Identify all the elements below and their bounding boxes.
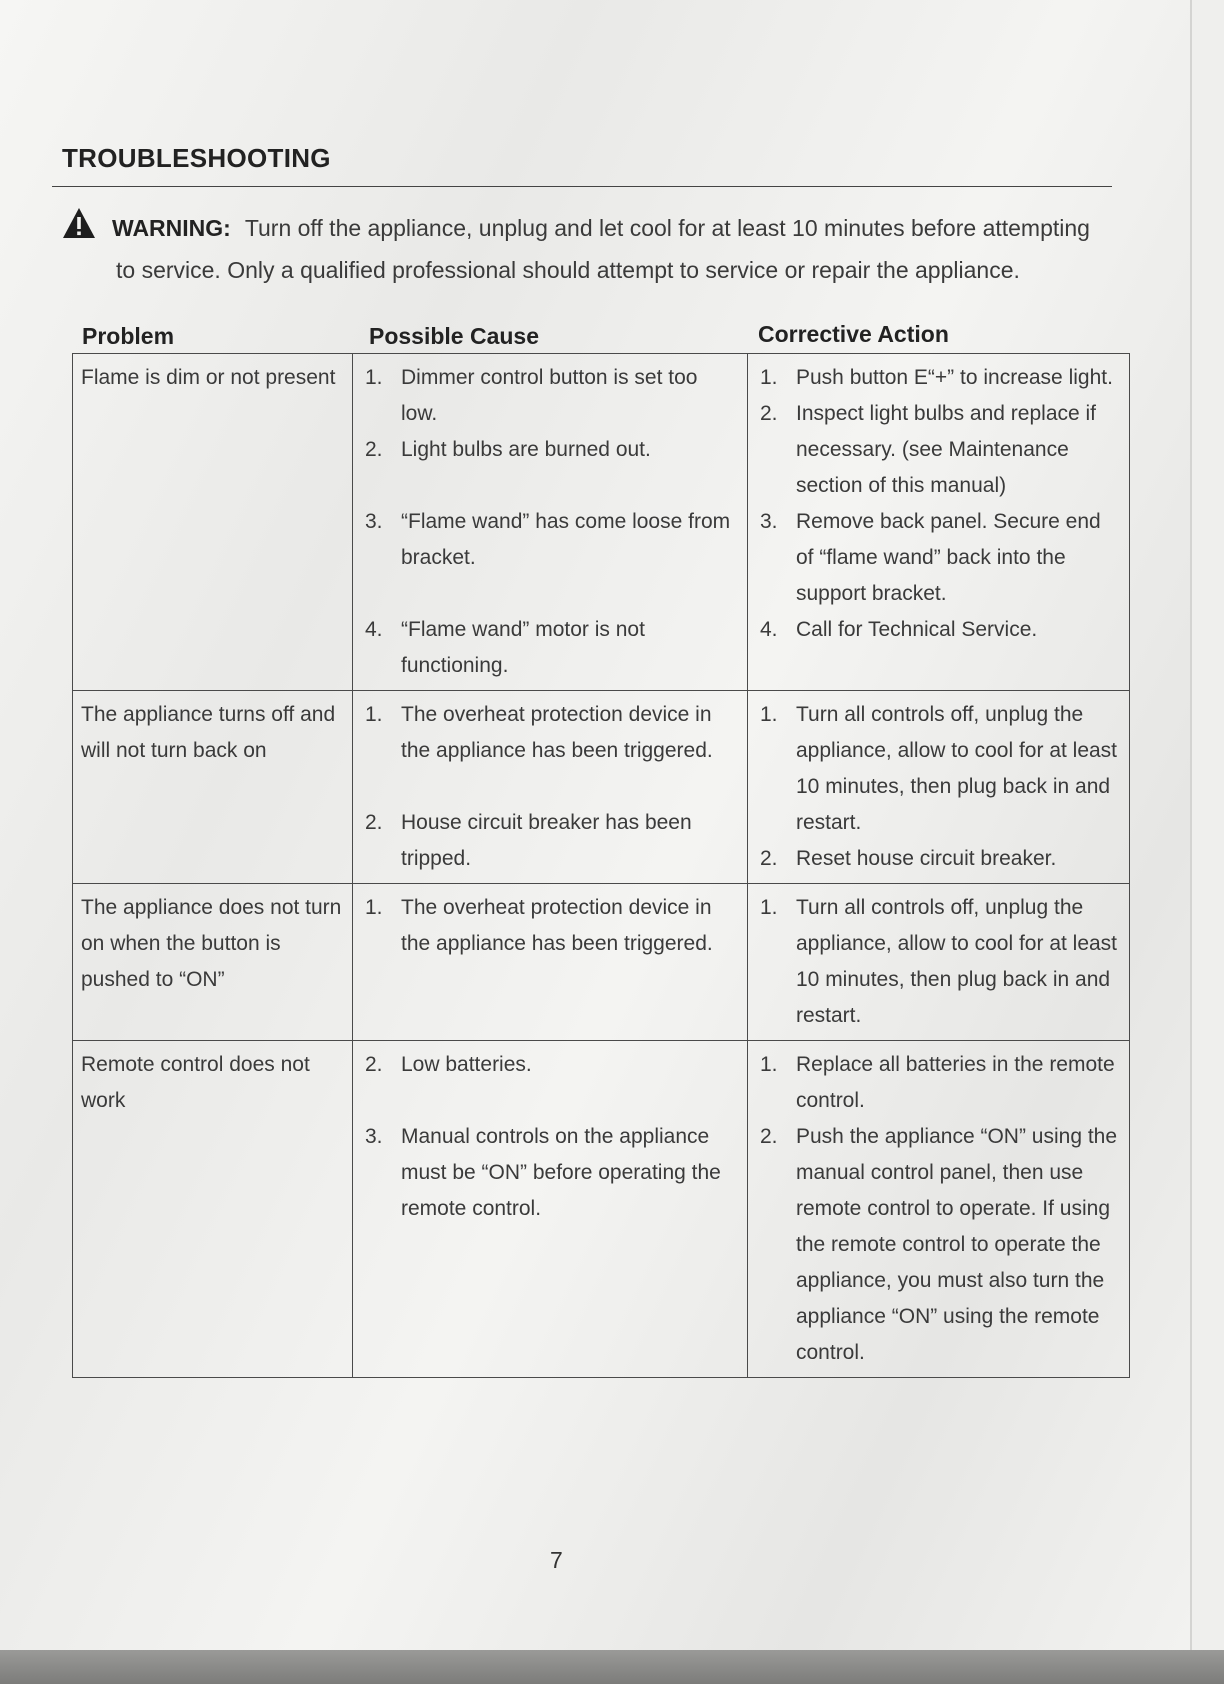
warning-triangle-icon bbox=[62, 207, 96, 239]
list-item: 2. Inspect light bulbs and replace if necessary. (see Maintenance section of this manual) bbox=[760, 402, 1097, 497]
page-number: 7 bbox=[550, 1547, 563, 1573]
list-item: 3. “Flame wand” has come loose from bracket. bbox=[365, 510, 731, 569]
list-item: 1. The overheat protection device in the appliance has been triggered. bbox=[365, 896, 713, 955]
cause-cell bbox=[353, 884, 748, 1041]
action-cell bbox=[748, 691, 1130, 884]
warning-label: WARNING: bbox=[112, 215, 231, 241]
list-item: 1. Turn all controls off, unplug the appliance, allow to cool for at least 10 minutes, then plug back in and restart. bbox=[760, 896, 1118, 1027]
warning-line-2: to service. Only a qualified professional should attempt to service or repair the appliance. bbox=[116, 257, 1020, 283]
cause-cell bbox=[353, 691, 748, 884]
list-item: 1. The overheat protection device in the appliance has been triggered. bbox=[365, 703, 713, 762]
cause-cell bbox=[353, 354, 748, 691]
problem-cell: The appliance turns off and will not turn back on bbox=[73, 691, 353, 884]
list-item: 4. Call for Technical Service. bbox=[760, 618, 1038, 641]
table-row bbox=[73, 1041, 1130, 1378]
list-item: 4. “Flame wand” motor is not functioning. bbox=[365, 618, 645, 677]
list-item: 2. Push the appliance “ON” using the manual control panel, then use remote control to operate. If using the remote control to operate the appliance, you must also turn the appliance “ON” using the remote control. bbox=[760, 1125, 1118, 1364]
list-item: 2. House circuit breaker has been tripped. bbox=[365, 811, 692, 870]
list-item: 1. Dimmer control button is set too low. bbox=[365, 366, 698, 425]
table-row bbox=[73, 884, 1130, 1041]
action-cell bbox=[748, 1041, 1130, 1378]
list-item: 1. Replace all batteries in the remote control. bbox=[760, 1053, 1115, 1112]
header-possible-cause: Possible Cause bbox=[369, 323, 540, 349]
warning-line-1 bbox=[112, 207, 1090, 249]
troubleshooting-table bbox=[72, 353, 1130, 1378]
list-item: 2. Reset house circuit breaker. bbox=[760, 847, 1057, 870]
title-rule bbox=[52, 186, 1112, 187]
problem-cell: The appliance does not turn on when the button is pushed to “ON” bbox=[73, 884, 353, 1041]
page-title: TROUBLESHOOTING bbox=[62, 143, 331, 173]
action-cell bbox=[748, 354, 1130, 691]
list-item: 1. Turn all controls off, unplug the appliance, allow to cool for at least 10 minutes, then plug back in and restart. bbox=[760, 703, 1118, 834]
list-item: 3. Remove back panel. Secure end of “flame wand” back into the support bracket. bbox=[760, 510, 1101, 605]
list-item: 2. Low batteries. bbox=[365, 1053, 532, 1076]
problem-cell: Remote control does not work bbox=[73, 1041, 353, 1378]
header-problem: Problem bbox=[82, 323, 175, 349]
cause-cell bbox=[353, 1041, 748, 1378]
table-row bbox=[73, 354, 1130, 691]
warning-text-1: Turn off the appliance, unplug and let cool for at least 10 minutes before attempting bbox=[244, 215, 1090, 241]
list-item: 1. Push button E“+” to increase light. bbox=[760, 366, 1113, 389]
problem-cell: Flame is dim or not present bbox=[73, 354, 353, 691]
list-item: 3. Manual controls on the appliance must be “ON” before operating the remote control. bbox=[365, 1125, 721, 1220]
header-corrective-action: Corrective Action bbox=[758, 321, 949, 347]
action-cell bbox=[748, 884, 1130, 1041]
table-row bbox=[73, 691, 1130, 884]
scan-bottom-edge bbox=[0, 1650, 1224, 1684]
list-item: 2. Light bulbs are burned out. bbox=[365, 438, 651, 461]
